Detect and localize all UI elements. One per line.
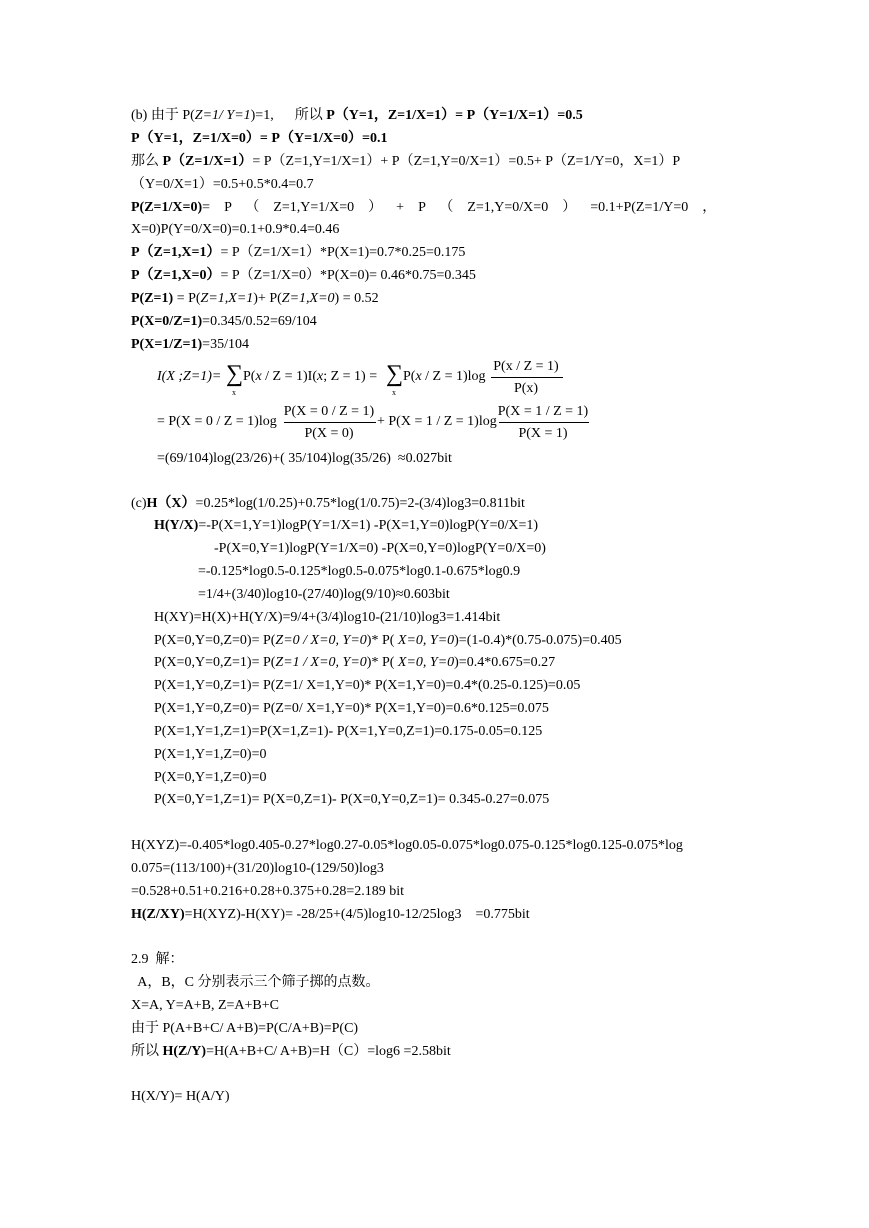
sum-index: x [392, 388, 396, 397]
text-line: 由于 P(A+B+C/ A+B)=P(C/A+B)=P(C) [131, 1021, 359, 1036]
text-line: P(X=0,Y=0,Z=0)= P(Z=0 / X=0, Y=0)* P( X=0, Y=0)=(1-0.4)*(0.75-0.075)=0.405 [154, 633, 622, 648]
sum-symbol: ∑ [226, 361, 244, 387]
text-line: P（Y=1，Z=1/X=0）= P（Y=1/X=0）=0.1 [131, 131, 388, 146]
fraction-denominator: P(x) [513, 381, 539, 396]
text-line: =1/4+(3/40)log10-(27/40)log(9/10)≈0.603bit [198, 587, 450, 602]
text-line: P(X=0,Y=1,Z=0)=0 [154, 770, 267, 785]
text-line: -P(X=0,Y=1)logP(Y=1/X=0) -P(X=0,Y=0)logP(Y=0/X=0) [214, 541, 546, 556]
text-line: X=A, Y=A+B, Z=A+B+C [131, 998, 279, 1013]
text-line: P(X=1,Y=0,Z=0)= P(Z=0/ X=1,Y=0)* P(X=1,Y=0)=0.6*0.125=0.075 [154, 701, 549, 716]
text-line: A，B，C 分别表示三个筛子掷的点数。 [131, 975, 380, 990]
text-line: (b) 由于 P(Z=1/ Y=1)=1, 所以 P（Y=1，Z=1/X=1）= P（Y=1/X=1）=0.5 [131, 108, 583, 123]
fraction-numerator: P(x / Z = 1) [493, 359, 559, 374]
text-line: H(XYZ)=-0.405*log0.405-0.27*log0.27-0.05*log0.05-0.075*log0.075-0.125*log0.125-0.075*log [131, 838, 683, 853]
formula-term: = P(X = 0 / Z = 1)log [157, 414, 277, 429]
text-line: 0.075=(113/100)+(31/20)log10-(129/50)log3 [131, 861, 384, 876]
text-line: P(X=0/Z=1)=0.345/0.52=69/104 [131, 314, 317, 329]
sum-index: x [232, 388, 236, 397]
text-line: =-0.125*log0.5-0.125*log0.5-0.075*log0.1-0.675*log0.9 [198, 564, 521, 579]
text-line: P（Z=1,X=1）= P（Z=1/X=1）*P(X=1)=0.7*0.25=0.175 [131, 245, 466, 260]
text-line: (c)H（X）=0.25*log(1/0.25)+0.75*log(1/0.75)=2-(3/4)log3=0.811bit [131, 496, 525, 511]
fraction-denominator: P(X = 1) [518, 426, 568, 441]
text-line: P(Z=1) = P(Z=1,X=1)+ P(Z=1,X=0) = 0.52 [131, 291, 379, 306]
formula-lhs: I(X ;Z=1)= [157, 369, 222, 384]
text-line: P（Z=1,X=0）= P（Z=1/X=0）*P(X=0)= 0.46*0.75=0.345 [131, 268, 476, 283]
text-line: X=0)P(Y=0/X=0)=0.1+0.9*0.4=0.46 [131, 222, 340, 237]
formula-term: P(x / Z = 1)log [403, 369, 486, 384]
text-line: H(Z/XY)=H(XYZ)-H(XY)= -28/25+(4/5)log10-12/25log3 =0.775bit [131, 907, 530, 922]
text-line: P(X=0,Y=1,Z=1)= P(X=0,Z=1)- P(X=0,Y=0,Z=1)= 0.345-0.27=0.075 [154, 792, 550, 807]
fraction-numerator: P(X = 0 / Z = 1) [283, 404, 375, 419]
fraction-numerator: P(X = 1 / Z = 1) [497, 404, 589, 419]
text-line: （Y=0/X=1）=0.5+0.5*0.4=0.7 [131, 177, 314, 192]
text-line: P(Z=1/X=0)= P （ Z=1,Y=1/X=0 ） + P （ Z=1,Y=0/X=0 ） =0.1+P(Z=1/Y=0 ， [131, 200, 717, 215]
text-line: H(XY)=H(X)+H(Y/X)=9/4+(3/4)log10-(21/10)log3=1.414bit [154, 610, 501, 625]
problem-heading: 2.9 解： [131, 952, 184, 967]
sum-symbol: ∑ [386, 361, 404, 387]
formula-result: =(69/104)log(23/26)+( 35/104)log(35/26) ≈0.027bit [157, 451, 452, 466]
text-line: H(X/Y)= H(A/Y) [131, 1089, 230, 1104]
fraction-bar [284, 422, 376, 423]
formula-term: + P(X = 1 / Z = 1)log [377, 414, 497, 429]
text-line: 那么 P（Z=1/X=1）= P（Z=1,Y=1/X=1）+ P（Z=1,Y=0/X=1）=0.5+ P（Z=1/Y=0，X=1）P [131, 154, 681, 169]
formula-term: P(x / Z = 1)I(x; Z = 1) = [243, 369, 378, 384]
text-line: =0.528+0.51+0.216+0.28+0.375+0.28=2.189 bit [131, 884, 405, 899]
fraction-bar [491, 377, 563, 378]
text-line: 所以 H(Z/Y)=H(A+B+C/ A+B)=H（C）=log6 =2.58bit [131, 1044, 451, 1059]
text-line: P(X=1,Y=1,Z=0)=0 [154, 747, 267, 762]
text-line: P(X=0,Y=0,Z=1)= P(Z=1 / X=0, Y=0)* P( X=0, Y=0)=0.4*0.675=0.27 [154, 655, 556, 670]
fraction-denominator: P(X = 0) [304, 426, 354, 441]
text-line: P(X=1/Z=1)=35/104 [131, 337, 249, 352]
fraction-bar [499, 422, 589, 423]
text-line: P(X=1,Y=0,Z=1)= P(Z=1/ X=1,Y=0)* P(X=1,Y=0)=0.4*(0.25-0.125)=0.05 [154, 678, 581, 693]
text-line: H(Y/X)=-P(X=1,Y=1)logP(Y=1/X=1) -P(X=1,Y=0)logP(Y=0/X=1) [154, 518, 539, 533]
text-line: P(X=1,Y=1,Z=1)=P(X=1,Z=1)- P(X=1,Y=0,Z=1)=0.175-0.05=0.125 [154, 724, 543, 739]
